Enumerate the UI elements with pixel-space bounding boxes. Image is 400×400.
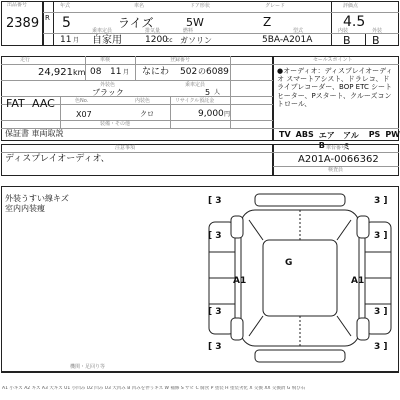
mark-right-bracket-1: 3 ] — [374, 231, 388, 241]
small-label-1: 排気量 — [145, 28, 161, 34]
inspection-label: 車検 — [100, 57, 111, 63]
chassis-label: 車台番号 — [326, 145, 347, 151]
seats-label: 乗車定員 — [185, 82, 206, 88]
plate-region: なにわ — [142, 67, 170, 77]
small-label-5: 外装 — [372, 28, 383, 34]
inspection-unit: 月 — [123, 69, 130, 76]
interior-color: クロ — [140, 110, 154, 118]
equipment-ps: PS — [368, 130, 381, 139]
equipment-pw: PW — [385, 130, 400, 139]
aircon: AAC — [32, 97, 55, 110]
door-value: 5W — [186, 16, 204, 29]
km-unit: km — [73, 68, 86, 77]
plate-label: 登録番号 — [170, 57, 191, 63]
wheel-rr — [357, 318, 369, 340]
inspector-notes — [5, 194, 69, 214]
grade-label: グレード — [265, 3, 286, 9]
seats-value: 5 — [205, 88, 211, 97]
mark-left-bracket-2: [ 3 — [208, 307, 222, 317]
color-label: 外装色 — [100, 82, 116, 88]
score-value: 4.5 — [343, 14, 366, 30]
equipment-tv: TV — [279, 130, 291, 139]
mileage: 24,921 — [38, 67, 73, 78]
inspection-month: 11 — [110, 67, 122, 77]
mark-rear-bracket-right: 3 ] — [374, 342, 388, 352]
inspector-line-0: 外装うすい線キズ — [5, 194, 69, 203]
recycle-unit: 円 — [224, 111, 231, 118]
notes-label: 注意事項 — [115, 145, 136, 151]
cc-unit: cc — [166, 37, 173, 44]
lot-label: 出品番号 — [7, 2, 28, 8]
fuel: ガソリン — [180, 36, 212, 45]
equipment-abs: ABS — [295, 130, 314, 139]
transmission: FAT — [6, 97, 25, 110]
mark-right-a1: A1 — [351, 276, 365, 286]
inspection-year: 08 — [90, 67, 102, 77]
mark-left-bracket-1: [ 3 — [208, 231, 222, 241]
interior-score: B — [343, 34, 351, 47]
grade-value: Z — [263, 15, 272, 29]
lot-number: 2389 — [6, 16, 40, 31]
equipment-alloy: アルミ — [343, 131, 359, 151]
year: 5 — [62, 15, 71, 31]
chassis-sub-label: 検査員 — [328, 167, 344, 173]
equipment-airbag: エアB — [318, 131, 335, 150]
plate-number: 6089 — [206, 67, 229, 77]
mark-front-bracket-left: [ 3 — [208, 196, 222, 206]
cc: 1200 — [145, 35, 168, 45]
reg-month: 11 — [60, 35, 72, 45]
plate-class: 502 — [180, 67, 198, 77]
color-value: ブラック — [92, 88, 124, 97]
car-name: ライズ — [118, 16, 154, 30]
small-label-3: 型式 — [293, 28, 304, 34]
wheel-fr — [357, 216, 369, 238]
interior-color-label: 内装色 — [135, 98, 151, 104]
wheel-rl — [231, 318, 243, 340]
small-label-4: 内装 — [338, 28, 349, 34]
color-no: X07 — [76, 110, 92, 119]
mark-right-bracket-2: 3 ] — [374, 307, 388, 317]
name-label: 車名 — [134, 3, 145, 9]
small-label-2: 燃料 — [183, 28, 194, 34]
reg-month-unit: 月 — [73, 37, 80, 44]
footer-label: 機関・足回り等 — [70, 364, 106, 370]
inspector-line-1: 室内内装痩 — [5, 204, 45, 213]
door-label: ドア形状 — [190, 3, 210, 9]
era: R — [45, 14, 50, 22]
diagram-front — [255, 194, 345, 206]
mark-rear-bracket-left: [ 3 — [208, 342, 222, 352]
mark-front-bracket-right: 3 ] — [374, 196, 388, 206]
score-label: 評価点 — [343, 3, 359, 9]
sales-point-label: セールスポイント — [313, 57, 353, 63]
plate-kana: の — [198, 67, 206, 76]
exterior-score: B — [372, 34, 380, 47]
notes-text: ディスプレイオーディオ、 — [5, 154, 110, 164]
mark-left-a1: A1 — [233, 276, 247, 286]
footer-legend: A1 小キズ A2 キズ A3 大キズ U1 小凹み U2 凹み U3 大凹み B 凹みを伴うキズ W 補修 S サビ C 腐食 P 塗装 H 塗装劣化 X 交換 XX 交換済 G 飛び石 — [2, 386, 306, 391]
diagram-top-roof — [263, 240, 337, 316]
mileage-label: 走行 — [20, 57, 31, 63]
extra-label: 装備・その他 — [100, 121, 131, 127]
color-no-label: 色No. — [75, 98, 89, 104]
small-label-0: 乗車定員 — [92, 28, 113, 34]
diagram-rear — [255, 350, 345, 362]
recycle-label: リサイクル預託金 — [175, 98, 215, 104]
sales-point-text: ●オーディオ：ディスプレイオーディオ スマートアシスト、ドラレコ、ドライブレコーダー、BOP ETC シートヒーター、Pスタート、クルーズコントロール、 — [277, 67, 393, 108]
mark-top-g: G — [285, 258, 293, 268]
usage: 自家用 — [92, 35, 122, 46]
papers: 保証書 車両取説 — [5, 129, 64, 138]
recycle-value: 9,000 — [198, 109, 224, 119]
seats-unit: 人 — [214, 89, 221, 96]
chassis-value: A201A-0066362 — [298, 154, 379, 165]
wheel-fl — [231, 216, 243, 238]
year-label: 年式 — [60, 3, 71, 9]
model-code: 5BA-A201A — [262, 35, 313, 45]
